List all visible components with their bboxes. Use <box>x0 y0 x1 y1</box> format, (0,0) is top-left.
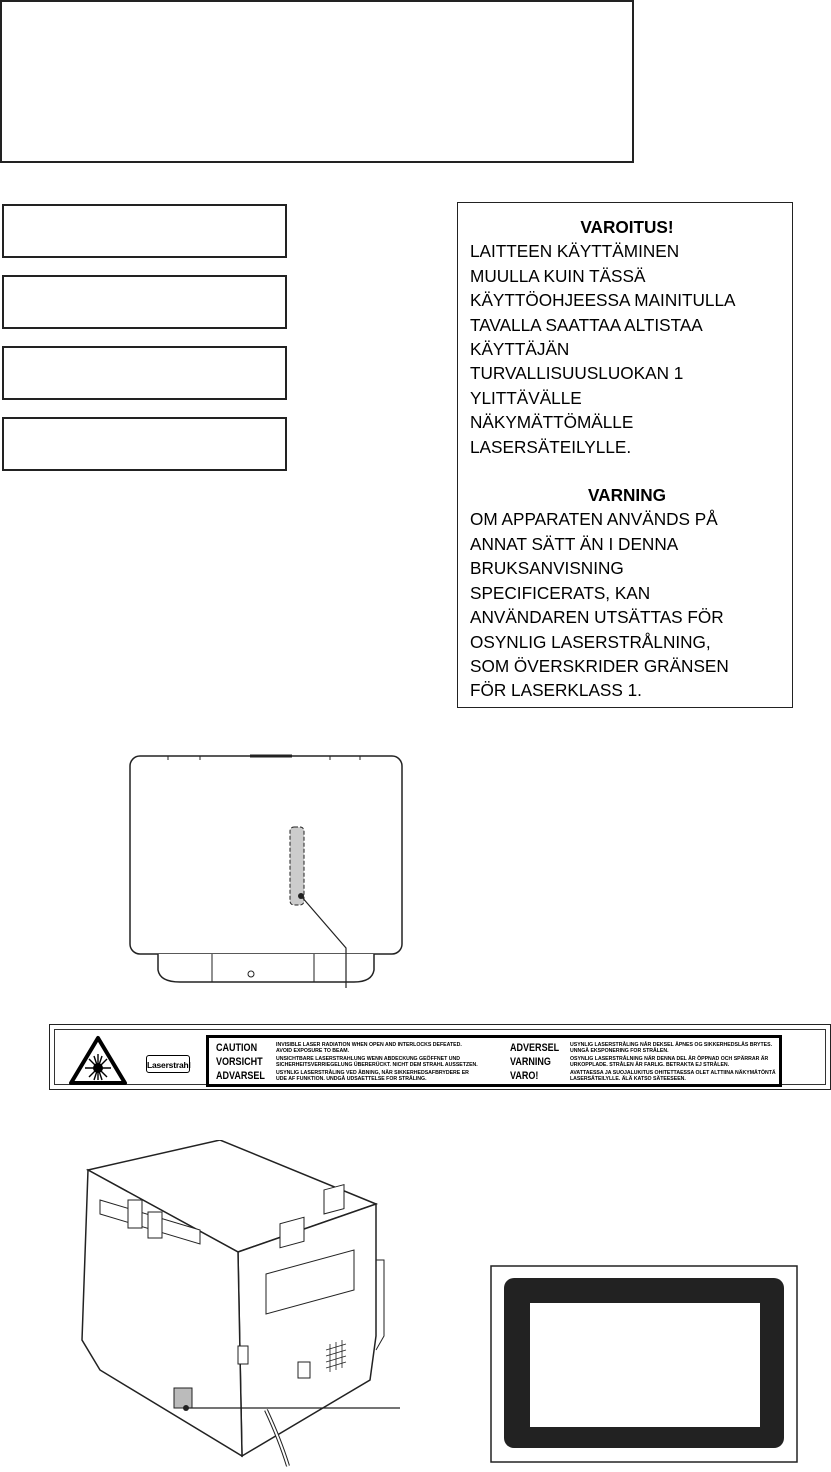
swedish-line: ANVÄNDAREN UTSÄTTAS FÖR <box>470 607 724 628</box>
swedish-line: BRUKSANVISNING <box>470 558 624 579</box>
advarsel-keyword: ADVARSEL <box>216 1070 265 1082</box>
swedish-line: SPECIFICERATS, KAN <box>470 582 651 603</box>
finnish-line: LASERSÄTEILYLLE. <box>470 436 632 457</box>
empty-box-4 <box>2 417 287 471</box>
swedish-line: OM APPARATEN ANVÄNDS PÅ <box>470 509 718 530</box>
advarsel-line: USYNLIG LASERSTRÅLING VED ÅBNING, NÅR SIKKERHEDSAFBRYDERE ER <box>276 1070 469 1076</box>
finnish-warning-heading: VAROITUS! <box>580 217 674 237</box>
varning-line: OSYNLIG LASERSTRÅLNING NÄR DENNA DEL ÄR ÖPPNAD OCH SPÄRRAR ÄR <box>570 1056 769 1062</box>
finnish-line: TAVALLA SAATTAA ALTISTAA <box>470 314 703 335</box>
caution-text-panel <box>206 1035 782 1087</box>
vorsicht-line: SICHERHEITSVERRIEGELUNG ÜBERERÜCKT. NICHT DEM STRAHL AUSSETZEN. <box>276 1062 478 1068</box>
swedish-line: FÖR LASERKLASS 1. <box>470 680 642 701</box>
adversel-entry <box>510 1042 772 1054</box>
varning-entry <box>510 1056 768 1068</box>
swedish-warning-heading: VARNING <box>588 485 666 506</box>
advarsel-line: UDE AF FUNKTION. UNDGÅ UDSAETTELSE FOR STRÅLING. <box>276 1076 427 1082</box>
caution-line: AVOID EXPOSURE TO BEAM. <box>276 1048 350 1054</box>
adversel-keyword: ADVERSEL <box>510 1042 560 1054</box>
caution-line: INVISIBLE LASER RADIATION WHEN OPEN AND INTERLOCKS DEFEATED. <box>276 1042 462 1048</box>
empty-box-3 <box>2 346 287 400</box>
varning-line: URKOPPLADE. STRÅLEN ÄR FARLIG. BETRAKTA EJ STRÅLEN. <box>570 1062 730 1068</box>
swedish-line: SOM ÖVERSKRIDER GRÄNSEN <box>470 655 729 676</box>
varo-keyword: VARO! <box>510 1070 539 1082</box>
finnish-line: YLITTÄVÄLLE <box>470 387 582 408</box>
finnish-line: LAITTEEN KÄYTTÄMINEN <box>470 241 680 262</box>
finnish-line: MUULLA KUIN TÄSSÄ <box>470 265 646 286</box>
laser-hazard-icon <box>68 1035 128 1087</box>
empty-box-1 <box>2 204 287 258</box>
top-empty-panel <box>0 0 634 163</box>
warning-box <box>457 202 793 708</box>
finnish-line: NÄKYMÄTTÖMÄLLE <box>470 412 634 433</box>
advarsel-entry <box>216 1070 469 1082</box>
vorsicht-keyword: VORSICHT <box>216 1056 263 1068</box>
caution-entry <box>216 1042 462 1054</box>
varo-entry <box>510 1070 776 1082</box>
finnish-line: KÄYTTÄJÄN <box>470 339 570 360</box>
varning-keyword: VARNING <box>510 1056 551 1068</box>
laser-caution-label <box>49 1024 831 1090</box>
finnish-line: TURVALLISUUSLUOKAN 1 <box>470 363 684 384</box>
caution-keyword: CAUTION <box>216 1042 258 1054</box>
laserstrahl-badge: Laserstrahl <box>146 1055 190 1073</box>
class1-laser-label <box>490 1265 800 1465</box>
empty-box-2 <box>2 275 287 329</box>
varo-line: AVATTAESSA JA SUOJALUKITUS OHITETTAESSA OLET ALTTIINA NÄKYMÄTÖNTÄ <box>570 1070 776 1076</box>
swedish-line: ANNAT SÄTT ÄN I DENNA <box>470 533 679 554</box>
vorsicht-entry <box>216 1056 478 1068</box>
vorsicht-line: UNSICHTBARE LASERSTRAHLUNG WENN ABDECKUNG GEÖFFNET UND <box>276 1056 460 1062</box>
machine-rear-view-illustration <box>70 1140 400 1472</box>
varo-line: LASERSÄTEILYLLE. ÄLÄ KATSO SÄTEESEEN. <box>570 1076 686 1082</box>
adversel-line: USYNLIG LASERSTRÅLING NÅR DEKSEL ÅPNES OG SIKKERHEDSLÅS BRYTES. <box>570 1042 773 1048</box>
finnish-line: KÄYTTÖOHJEESSA MAINITULLA <box>470 290 736 311</box>
swedish-line: OSYNLIG LASERSTRÅLNING, <box>470 631 711 652</box>
machine-top-view-illustration <box>120 748 420 988</box>
adversel-line: UNNGÅ EKSPONERING FOR STRÅLEN. <box>570 1048 669 1054</box>
